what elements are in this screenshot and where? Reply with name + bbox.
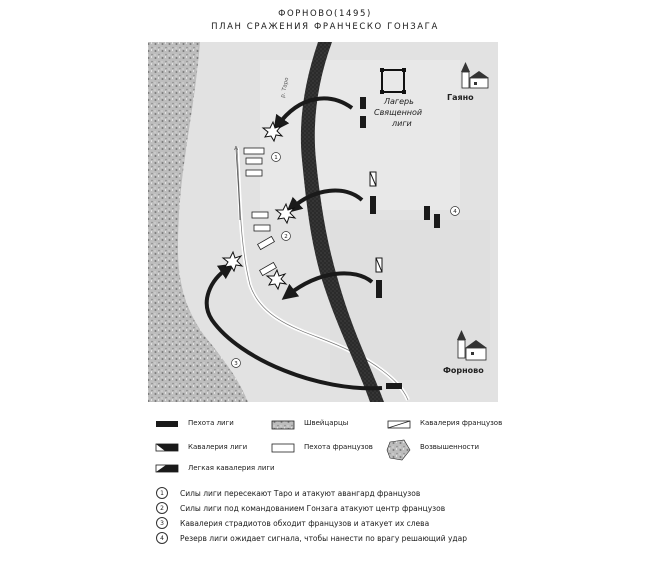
town-gayano-label: Гаяно	[447, 93, 474, 102]
svg-text:3: 3	[234, 361, 238, 367]
svg-text:1: 1	[274, 155, 278, 161]
note-4: 4 Резерв лиги ожидает сигнала, чтобы нанести по врагу решающий удар	[156, 532, 467, 544]
note-2: 2 Силы лиги под командованием Гонзага атакуют центр французов	[156, 502, 445, 514]
legend-item-league-cavalry: Кавалерия лиги	[188, 443, 248, 451]
river-label: р. Таро	[280, 77, 291, 99]
swiss-icon	[272, 421, 294, 429]
legend-item-hills: Возвышенности	[420, 443, 480, 451]
league-light-cavalry-icon	[156, 465, 178, 472]
marker-2	[282, 232, 291, 241]
camp-label-2: Священной	[374, 108, 423, 117]
french-cavalry-icon	[388, 421, 410, 428]
hills-icon	[387, 440, 410, 460]
camp-label-3: лиги	[392, 119, 412, 128]
map-title: ФОРНОВО(1495)	[278, 9, 372, 19]
league-cavalry-icon	[156, 444, 178, 451]
legend-item-french-cavalry: Кавалерия французов	[420, 419, 503, 427]
note-1: 1 Силы лиги пересекают Таро и атакуют авангард французов	[156, 487, 420, 499]
marker-4	[451, 207, 460, 216]
map-subtitle: ПЛАН СРАЖЕНИЯ ФРАНЧЕСКО ГОНЗАГА	[211, 22, 439, 32]
legend-item-league-infantry: Пехота лиги	[188, 419, 234, 427]
town-fornovo-label: Форново	[443, 366, 484, 375]
league-infantry-icon	[156, 421, 178, 427]
legend-item-french-infantry: Пехота французов	[304, 443, 373, 451]
legend-item-league-light-cavalry: Легкая кавалерия лиги	[188, 464, 275, 472]
svg-text:4: 4	[453, 209, 457, 215]
marker-3	[232, 359, 241, 368]
french-infantry-icon	[272, 444, 294, 452]
svg-text:2: 2	[284, 234, 288, 240]
marker-1	[272, 153, 281, 162]
legend-item-swiss: Швейцарцы	[304, 419, 349, 427]
note-3: 3 Кавалерия страдиотов обходит французов и атакует их слева	[156, 517, 429, 529]
camp-label-1: Лагерь	[384, 97, 414, 106]
